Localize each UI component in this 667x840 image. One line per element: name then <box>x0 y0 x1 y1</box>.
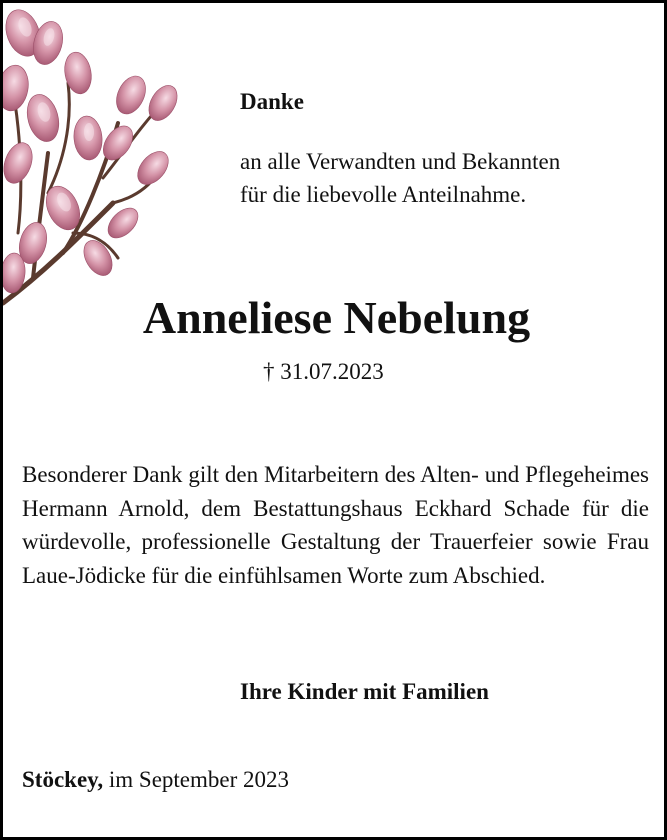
gratitude-paragraph <box>22 458 649 592</box>
paragraph-line: für die einfühlsamen Worte zum Abschied. <box>151 562 546 588</box>
death-date: † 31.07.2023 <box>263 359 384 384</box>
date-text: im September 2023 <box>108 767 290 792</box>
deceased-name: Anneliese Nebelung <box>142 292 531 343</box>
place-and-date <box>22 767 289 793</box>
thanks-line: an alle Verwandten und Bekannten <box>240 149 561 174</box>
place-name: Stöckey, <box>22 767 104 792</box>
paragraph-line: Gestaltung der Trauerfeier sowie Frau Laue-Jödicke <box>22 529 650 588</box>
thanks-line: für die liebevolle Anteilnahme. <box>240 182 527 207</box>
thanks-message <box>240 145 560 211</box>
thanks-heading: Danke <box>240 89 304 114</box>
paragraph-line: Pflegeheimes Hermann Arnold, dem Bestattungshaus <box>22 462 649 521</box>
paragraph-line: Eckhard Schade für die würdevolle, professionelle <box>22 495 650 554</box>
family-signoff: Ihre Kinder mit Familien <box>240 679 489 704</box>
paragraph-line: Besonderer Dank gilt den Mitarbeitern des Alten- und <box>22 462 520 487</box>
magnolia-branch-image <box>3 3 203 313</box>
